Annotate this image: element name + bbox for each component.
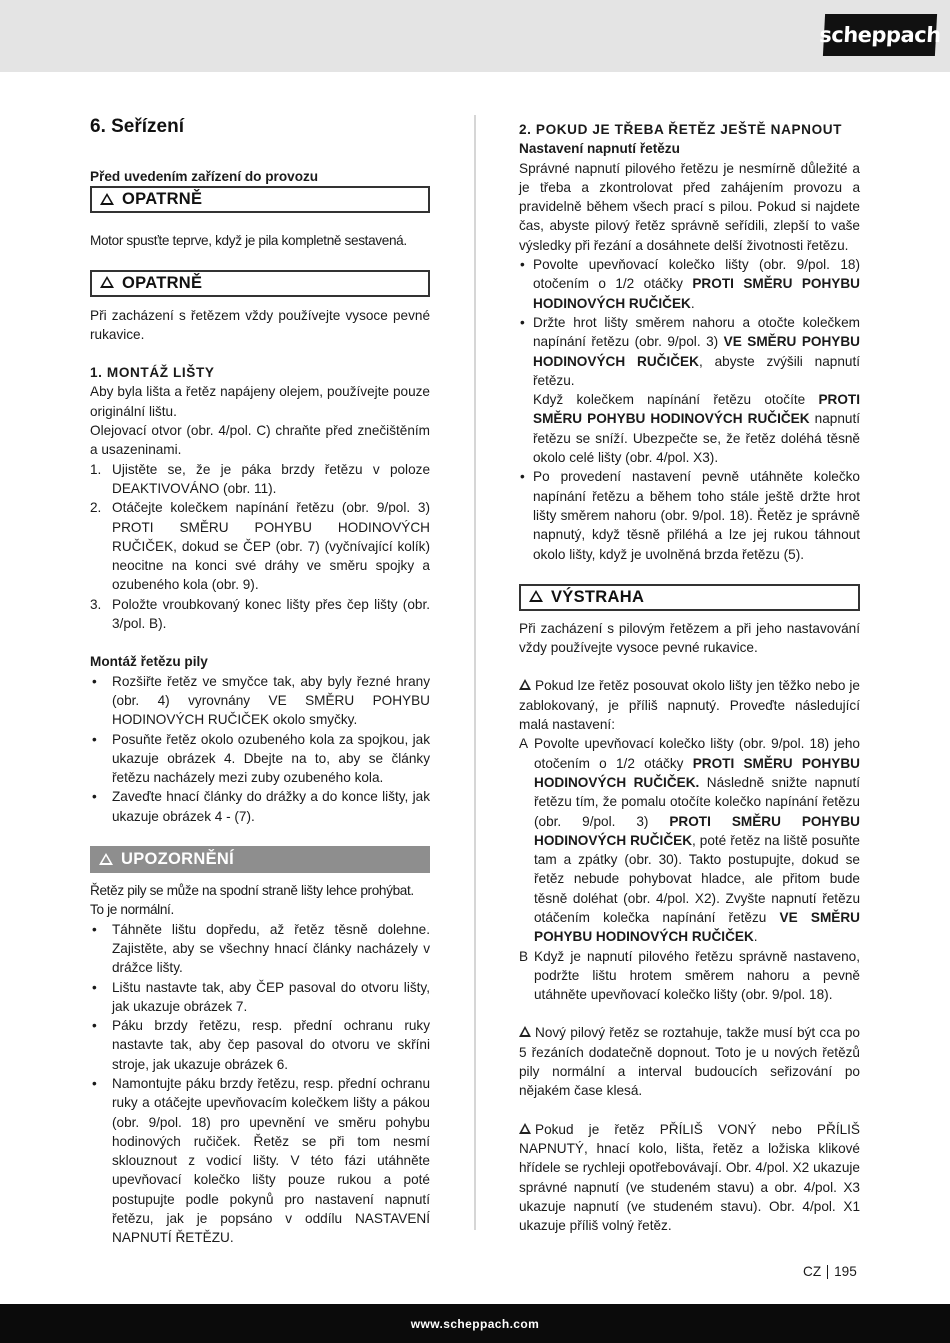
caution-box bbox=[90, 186, 430, 213]
tension-intro: Správné napnutí pilového řetězu je nesmírně důležité a je třeba a zkontrolovat před zahájením provozu a pravidelně během všech prací s pilou. Pokud si najdete čas, abyste pilový řetěz správně seřídili, zlepší to vaše výsledky při řezání a dosáhnete delší životnosti řetězu. bbox=[519, 160, 860, 253]
page-number bbox=[803, 1264, 857, 1279]
page-num: 195 bbox=[834, 1264, 857, 1279]
list-item: • Po provedení nastavení pevně utáhněte kolečko napínání řetězu a během toho stále ještě držte hrot lišty směrem nahoru (obr. 9/pol. 18). Řetěz je správně napnutý, když těsně přiléhá a lze jej rukou táhnout okolo lišty, když je uvolněná brzda řetězu (5). bbox=[519, 467, 860, 563]
list-item: • Povolte upevňovací kolečko lišty (obr. 9/pol. 18) otočením o 1/2 otáčky PROTI SMĚRU POHYBU HODINOVÝCH RUČIČEK. bbox=[519, 255, 860, 313]
warning-icon bbox=[519, 1026, 531, 1037]
notice-box bbox=[90, 846, 430, 873]
right-column bbox=[519, 114, 860, 1235]
list-item: • Lištu nastavte tak, aby ČEP pasoval do otvoru lišty, jak ukazuje obrázek 7. bbox=[90, 978, 430, 1017]
left-column bbox=[90, 114, 430, 1248]
warning-box bbox=[519, 584, 860, 611]
footer-url: www.scheppach.com bbox=[410, 1316, 540, 1331]
list-item: • Táhněte lištu dopředu, až řetěz těsně dolehne. Zajistěte, aby se všechny hnací články nacházely v drážce lišty. bbox=[90, 920, 430, 978]
chain-mount-heading: Montáž řetězu pily bbox=[90, 654, 208, 670]
bar-mount-heading: 1. MONTÁŽ LIŠTY bbox=[90, 365, 215, 381]
warning-text: Při zacházení s pilovým řetězem a při jeho nastavování vždy používejte vysoce pevné rukavice. bbox=[519, 620, 860, 656]
warning-icon bbox=[519, 1123, 531, 1134]
bar-steps-list bbox=[90, 460, 430, 634]
caution-text: Při zacházení s řetězem vždy používejte vysoce pevné rukavice. bbox=[90, 307, 430, 342]
section-title: 6. Seřízení bbox=[90, 116, 184, 137]
tension-heading: 2. POKUD JE TŘEBA ŘETĚZ JEŠTĚ NAPNOUT bbox=[519, 122, 843, 137]
caution-label: OPATRNĚ bbox=[122, 190, 203, 209]
list-item: B Když je napnutí pilového řetězu správně nastaveno, podržte lištu hrotem směrem nahoru a pevně utáhněte upevňovací kolečko lišty (obr. 9/pol. 18). bbox=[519, 947, 860, 1005]
bar-oil-note: Olejovací otvor (obr. 4/pol. C) chraňte před znečištěním a usazeninami. bbox=[90, 423, 430, 458]
notice-label: UPOZORNĚNÍ bbox=[121, 850, 235, 869]
list-item: 1. Ujistěte se, že je páka brzdy řetězu v poloze DEAKTIVOVÁNO (obr. 11). bbox=[90, 460, 430, 499]
bar-intro: Aby byla lišta a řetěz napájeny olejem, používejte pouze originální lištu. bbox=[90, 384, 430, 419]
caution-text: Motor spusťte teprve, když je pila kompletně sestavená. bbox=[90, 233, 407, 249]
list-item: A Povolte upevňovací kolečko lišty (obr. 9/pol. 18) jeho otočením o 1/2 otáčky PROTI SMĚRU POHYBU HODINOVÝCH RUČIČEK. Následně snižte napnutí řetězu tím, že pomalu otočíte kolečko napínání řetězu (obr. 9/pol. 3) PROTI SMĚRU POHYBU HODINOVÝCH RUČIČEK, poté řetěz na liště posuňte tam a zpátky (obr. 30). Takto postupujte, dokud se řetěz nebude pohybovat hladce, ale přitom bude těsně doléhat (obr. 4/pol. X2). Zvyšte napnutí řetězu otáčením kolečka napínání řetězu VE SMĚRU POHYBU HODINOVÝCH RUČIČEK. bbox=[519, 734, 860, 946]
notice-text: Řetěz pily se může na spodní straně lišty lehce prohýbat. To je normální. bbox=[90, 883, 414, 918]
caution-label: OPATRNĚ bbox=[122, 273, 203, 292]
page-lang: CZ bbox=[803, 1264, 822, 1279]
new-chain-note: Nový pilový řetěz se roztahuje, takže musí být cca po 5 řezáních dodatečně dopnout. Toto je u nových řetězů pily normální a interval budoucích seřizování po nějakém čase klesá. bbox=[519, 1025, 860, 1099]
tension-steps-list bbox=[519, 255, 860, 564]
list-item: 2. Otáčejte kolečkem napínání řetězu (obr. 9/pol. 3) PROTI SMĚRU POHYBU HODINOVÝCH RUČIČEK, dokud se ČEP (obr. 7) (vyčnívající kolík) neocitne na konci své dráhy ve směru spojky a ozubeného kola (obr. 9). bbox=[90, 498, 430, 594]
warning-label: VÝSTRAHA bbox=[551, 587, 645, 606]
footer-band bbox=[0, 1304, 950, 1343]
warning-icon bbox=[529, 590, 543, 602]
warning-icon bbox=[519, 679, 531, 690]
column-divider bbox=[474, 115, 476, 1230]
list-item: • Zaveďte hnací články do drážky a do konce lišty, jak ukazuje obrázek 4 - (7). bbox=[90, 787, 430, 826]
list-item: • Držte hrot lišty směrem nahoru a otočte kolečkem napínání řetězu (obr. 9/pol. 3) VE SMĚRU POHYBU HODINOVÝCH RUČIČEK, abyste zvýšili napnutí řetězu. Když kolečkem napínání řetězu otočíte PROTI SMĚRU POHYBU HODINOVÝCH RUČIČEK napnutí řetězu se sníží. Ubezpečte se, že řetěz doléhá těsně okolo celé lišty (obr. 4/pol. X3). bbox=[519, 313, 860, 467]
page-separator bbox=[827, 1265, 828, 1279]
caution-box bbox=[90, 270, 430, 297]
too-tight-note: Pokud lze řetěz posouvat okolo lišty jen těžko nebo je zablokovaný, je příliš napnutý. Proveďte následující malá nastavení: bbox=[519, 678, 860, 733]
chain-steps-list bbox=[90, 672, 430, 826]
header-band bbox=[0, 0, 950, 72]
before-start-heading: Před uvedením zařízení do provozu bbox=[90, 169, 319, 184]
loose-chain-note: Pokud je řetěz PŘÍLIŠ VONÝ nebo PŘÍLIŠ NAPNUTÝ, hnací kolo, lišta, řetěz a ložiska klikové hřídele se rychleji opotřebovávají. Obr. 4/pol. X2 ukazuje správné napnutí (ve studeném stavu) a obr. 4/pol. X3 ukazuje napnutí (ve studeném stavu). Obr. 4/pol. X1 ukazuje příliš volný řetěz. bbox=[519, 1121, 860, 1234]
notice-steps-list bbox=[90, 920, 430, 1248]
brand-logo: scheppach bbox=[823, 14, 937, 56]
list-item: 3. Položte vroubkovaný konec lišty přes čep lišty (obr. 3/pol. B). bbox=[90, 595, 430, 634]
warning-icon bbox=[100, 276, 114, 288]
warning-icon bbox=[100, 193, 114, 205]
warning-icon bbox=[99, 853, 113, 865]
tension-subheading: Nastavení napnutí řetězu bbox=[519, 141, 680, 157]
list-item: • Rozšiřte řetěz ve smyčce tak, aby byly řezné hrany (obr. 4) vyrovnány VE SMĚRU POHYBU HODINOVÝCH RUČIČEK okolo smyčky. bbox=[90, 672, 430, 730]
list-item: • Namontujte páku brzdy řetězu, resp. přední ochranu ruky a otáčejte upevňovacím kolečkem lišty a pákou (obr. 9/pol. 18) pro upevnění ve směru pohybu hodinových ručiček. Řetěz se při tom nesmí sklouznout z vodicí lišty. V této fázi utáhněte upevňovací kolečko lišty pouze rukou a poté postupujte podle pokynů pro nastavení napnutí řetězu, jak je popsáno v oddílu NASTAVENÍ NAPNUTÍ ŘETĚZU. bbox=[90, 1074, 430, 1248]
list-item: • Páku brzdy řetězu, resp. přední ochranu ruky nastavte tak, aby čep pasoval do otvoru ve skříni stroje, jak ukazuje obrázek 6. bbox=[90, 1016, 430, 1074]
list-item: • Posuňte řetěz okolo ozubeného kola za spojkou, jak ukazuje obrázek 4. Dbejte na to, aby se články řetězu nacházely mezi zuby ozubeného kola. bbox=[90, 730, 430, 788]
adjustment-list bbox=[519, 734, 860, 1004]
